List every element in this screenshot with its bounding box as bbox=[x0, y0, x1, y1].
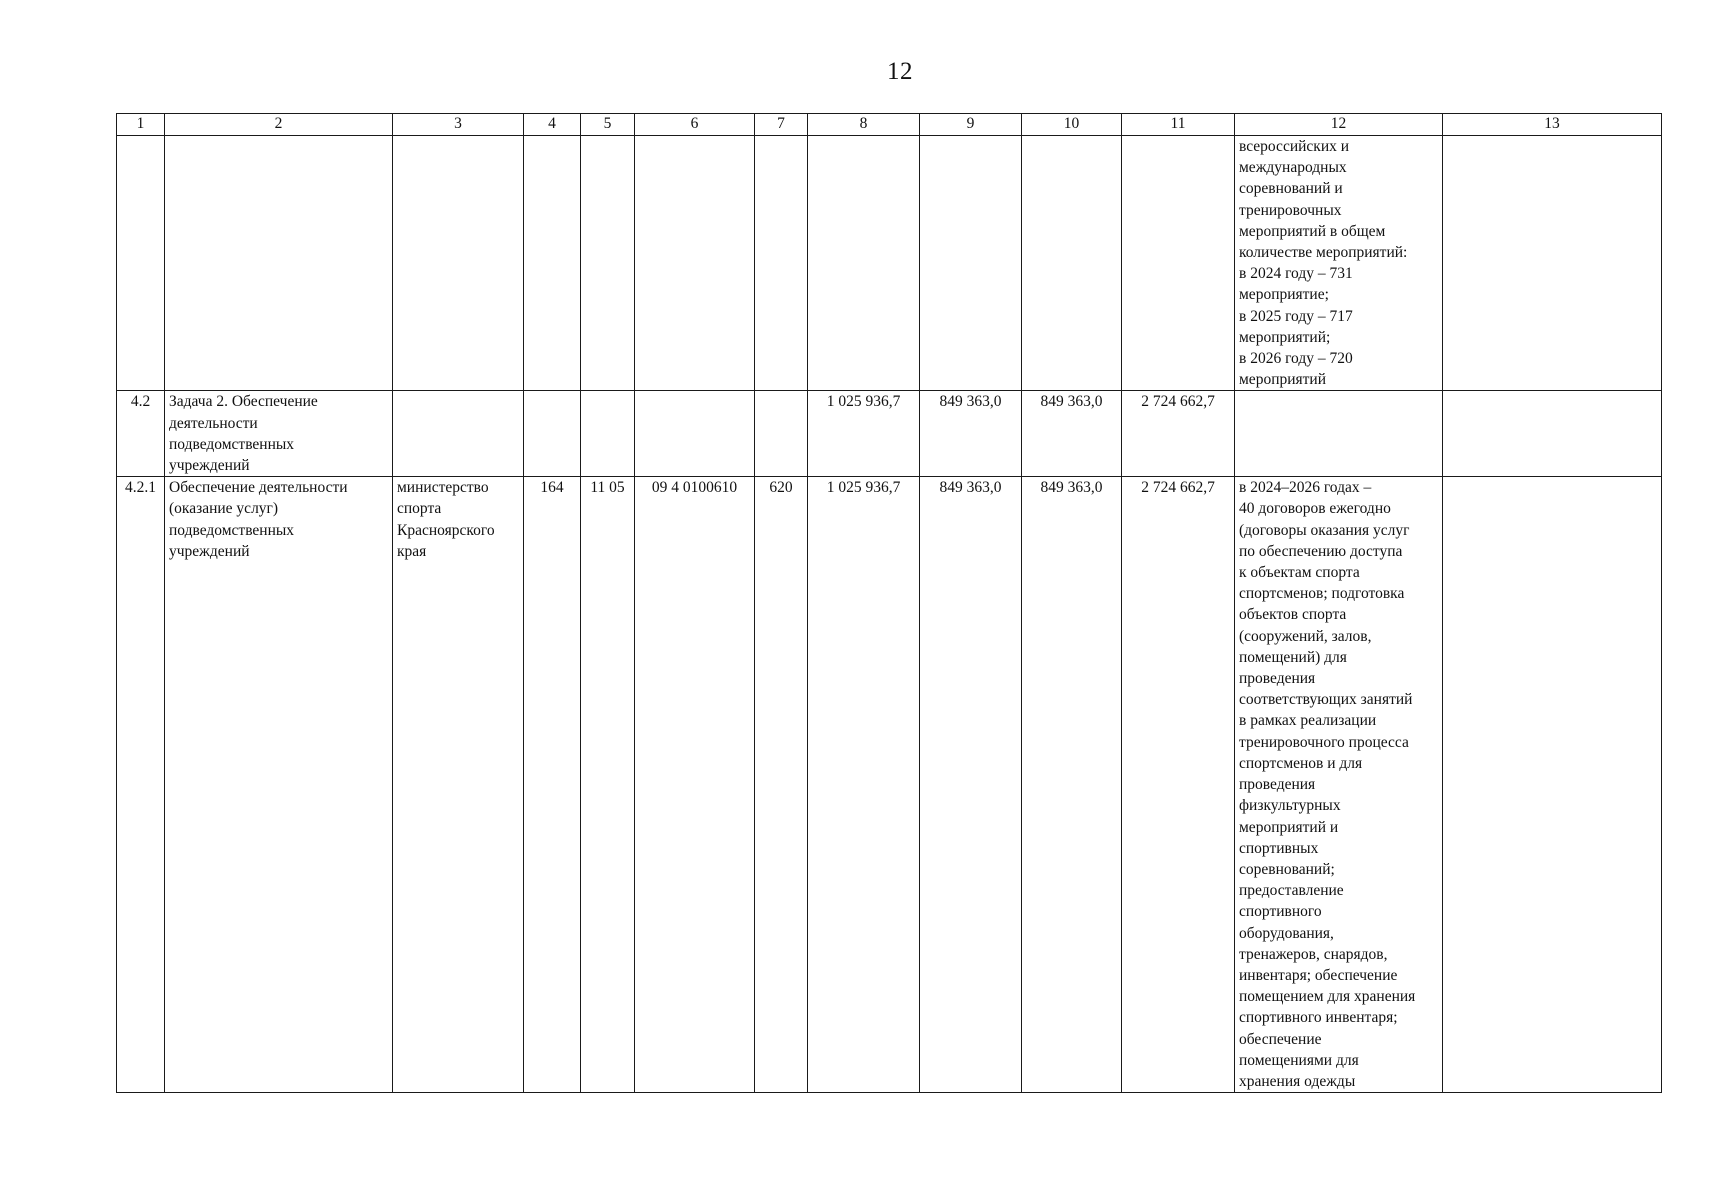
cell-2026: 849 363,0 bbox=[1022, 477, 1122, 1093]
table-row-4-2 bbox=[117, 391, 1662, 477]
cell-responsible bbox=[393, 136, 524, 391]
table-row-continuation bbox=[117, 136, 1662, 391]
column-number-row bbox=[117, 114, 1662, 136]
cell-number: 4.2.1 bbox=[117, 477, 165, 1093]
column-header-1: 1 bbox=[117, 114, 165, 136]
cell-responsible: министерство спорта Красноярского края bbox=[393, 477, 524, 1093]
cell-number: 4.2 bbox=[117, 391, 165, 477]
column-header-3: 3 bbox=[393, 114, 524, 136]
cell-2025 bbox=[920, 136, 1022, 391]
cell-csr bbox=[635, 136, 755, 391]
column-header-8: 8 bbox=[808, 114, 920, 136]
cell-vr: 620 bbox=[755, 477, 808, 1093]
cell-csr bbox=[635, 391, 755, 477]
cell-vr bbox=[755, 391, 808, 477]
page-number: 12 bbox=[887, 58, 913, 85]
column-header-5: 5 bbox=[581, 114, 635, 136]
cell-name: Задача 2. Обеспечение деятельности подведомственных учреждений bbox=[165, 391, 393, 477]
cell-2024: 1 025 936,7 bbox=[808, 477, 920, 1093]
cell-2026 bbox=[1022, 136, 1122, 391]
column-header-2: 2 bbox=[165, 114, 393, 136]
cell-result: всероссийских и международных соревнований и тренировочных мероприятий в общем количестве мероприятий: в 2024 году – 731 мероприятие; в 2025 году – 717 мероприятий; в 2026 году – 720 мероприятий bbox=[1235, 136, 1443, 391]
column-header-4: 4 bbox=[524, 114, 581, 136]
cell-grbs: 164 bbox=[524, 477, 581, 1093]
cell-2026: 849 363,0 bbox=[1022, 391, 1122, 477]
cell-total bbox=[1122, 136, 1235, 391]
cell-grbs bbox=[524, 136, 581, 391]
cell-rzpr: 11 05 bbox=[581, 477, 635, 1093]
cell-number bbox=[117, 136, 165, 391]
cell-result bbox=[1235, 391, 1443, 477]
cell-total: 2 724 662,7 bbox=[1122, 477, 1235, 1093]
cell-responsible bbox=[393, 391, 524, 477]
cell-rzpr bbox=[581, 391, 635, 477]
cell-name: Обеспечение деятельности (оказание услуг) подведомственных учреждений bbox=[165, 477, 393, 1093]
program-table bbox=[116, 113, 1662, 1093]
cell-2024: 1 025 936,7 bbox=[808, 391, 920, 477]
cell-vr bbox=[755, 136, 808, 391]
column-header-11: 11 bbox=[1122, 114, 1235, 136]
cell-2025: 849 363,0 bbox=[920, 477, 1022, 1093]
table-row-4-2-1 bbox=[117, 477, 1662, 1093]
cell-csr: 09 4 0100610 bbox=[635, 477, 755, 1093]
cell-total: 2 724 662,7 bbox=[1122, 391, 1235, 477]
column-header-10: 10 bbox=[1022, 114, 1122, 136]
cell-rzpr bbox=[581, 136, 635, 391]
column-header-7: 7 bbox=[755, 114, 808, 136]
column-header-6: 6 bbox=[635, 114, 755, 136]
cell-result: в 2024–2026 годах – 40 договоров ежегодно (договоры оказания услуг по обеспечению доступа к объектам спорта спортсменов; подготовка объектов спорта (сооружений, залов, помещений) для проведения соответствующих занятий в рамках реализации тренировочного процесса спортсменов и для проведения физкультурных мероприятий и спортивных соревнований; предоставление спортивного оборудования, тренажеров, снарядов, инвентаря; обеспечение помещением для хранения спортивного инвентаря; обеспечение помещениями для хранения одежды bbox=[1235, 477, 1443, 1093]
cell-2024 bbox=[808, 136, 920, 391]
cell-note bbox=[1443, 136, 1662, 391]
cell-2025: 849 363,0 bbox=[920, 391, 1022, 477]
cell-note bbox=[1443, 477, 1662, 1093]
column-header-9: 9 bbox=[920, 114, 1022, 136]
cell-name bbox=[165, 136, 393, 391]
column-header-12: 12 bbox=[1235, 114, 1443, 136]
cell-grbs bbox=[524, 391, 581, 477]
column-header-13: 13 bbox=[1443, 114, 1662, 136]
cell-note bbox=[1443, 391, 1662, 477]
